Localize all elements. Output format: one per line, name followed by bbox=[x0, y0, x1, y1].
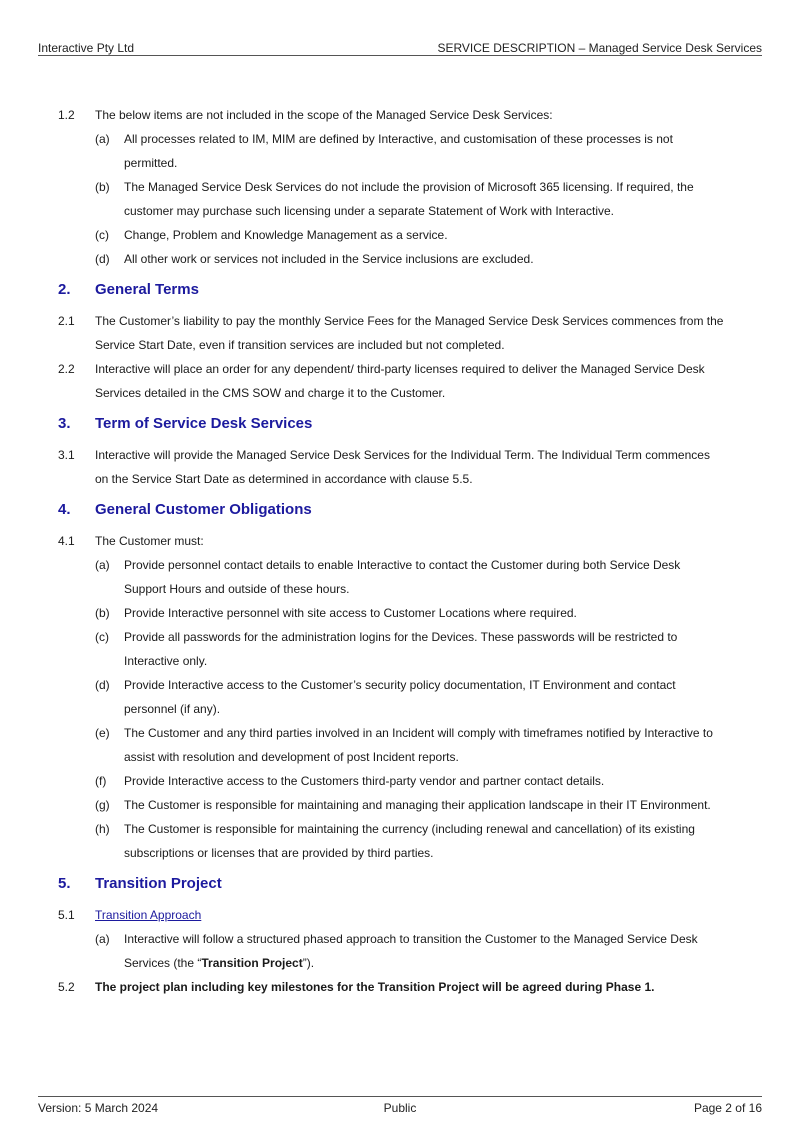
clause-number: 5.1 bbox=[58, 908, 75, 922]
subclause-text: Provide Interactive access to the Customer’s security policy documentation, IT Environment and contact personnel (if any). bbox=[124, 678, 676, 716]
clause-text: The Customer’s liability to pay the monthly Service Fees for the Managed Service Desk Services commences from the Service Start Date, even if transition services are included but not completed. bbox=[95, 314, 724, 352]
clause-5-1-a bbox=[0, 927, 800, 975]
clause-4-1-g bbox=[0, 793, 800, 817]
subclause-text: All processes related to IM, MIM are defined by Interactive, and customisation of these processes is not permitted. bbox=[124, 132, 673, 170]
clause-2-1 bbox=[0, 309, 800, 357]
transition-approach-link[interactable]: Transition Approach bbox=[95, 908, 202, 922]
clause-text: The project plan including key milestones for the Transition Project will be agreed during Phase 1. bbox=[95, 980, 655, 994]
section-heading-customer-obligations bbox=[0, 500, 800, 520]
document-body bbox=[0, 103, 800, 999]
clause-number: 3.1 bbox=[58, 448, 75, 462]
subclause-text: The Managed Service Desk Services do not include the provision of Microsoft 365 licensing. If required, the customer may purchase such licensing under a separate Statement of Work with Interactive. bbox=[124, 180, 694, 218]
subclause-label: (g) bbox=[95, 798, 110, 812]
clause-number: 5.2 bbox=[58, 980, 75, 994]
clause-4-1-e bbox=[0, 721, 800, 769]
subclause-text: Provide Interactive access to the Customers third-party vendor and partner contact details. bbox=[124, 774, 605, 788]
subclause-label: (c) bbox=[95, 228, 109, 242]
subclause-label: (b) bbox=[95, 180, 110, 194]
subclause-label: (b) bbox=[95, 606, 110, 620]
subclause-text-before: Interactive will follow a structured phased approach to transition the Customer to the Managed Service Desk Services (the “ bbox=[124, 932, 698, 970]
subclause-label: (a) bbox=[95, 932, 110, 946]
clause-4-1-a bbox=[0, 553, 800, 601]
section-heading-transition-project bbox=[0, 874, 800, 894]
subclause-label: (h) bbox=[95, 822, 110, 836]
subclause-label: (a) bbox=[95, 558, 110, 572]
clause-1-2-a bbox=[0, 127, 800, 175]
clause-text: The Customer must: bbox=[95, 534, 204, 548]
section-number: 2. bbox=[58, 281, 71, 298]
clause-4-1-c bbox=[0, 625, 800, 673]
section-title: General Customer Obligations bbox=[95, 501, 312, 518]
section-number: 3. bbox=[58, 415, 71, 432]
company-name: Interactive Pty Ltd bbox=[38, 41, 135, 55]
clause-number: 1.2 bbox=[58, 108, 75, 122]
classification-label: Public bbox=[383, 1101, 417, 1115]
subclause-text: The Customer is responsible for maintaining the currency (including renewal and cancellation) of its existing subscriptions or licenses that are provided by third parties. bbox=[124, 822, 695, 860]
section-title: Term of Service Desk Services bbox=[95, 415, 313, 432]
clause-number: 2.2 bbox=[58, 362, 75, 376]
subclause-text: All other work or services not included in the Service inclusions are excluded. bbox=[124, 252, 534, 266]
subclause-text: Provide all passwords for the administration logins for the Devices. These passwords will be restricted to Interactive only. bbox=[124, 630, 678, 668]
section-title: General Terms bbox=[95, 281, 199, 298]
subclause-label: (d) bbox=[95, 252, 110, 266]
section-heading-term bbox=[0, 414, 800, 434]
subclause-text: Change, Problem and Knowledge Management as a service. bbox=[124, 228, 448, 242]
subclause-label: (a) bbox=[95, 132, 110, 146]
section-number: 4. bbox=[58, 501, 71, 518]
clause-4-1-b bbox=[0, 601, 800, 625]
clause-5-2 bbox=[0, 975, 800, 999]
clause-text: The below items are not included in the scope of the Managed Service Desk Services: bbox=[95, 108, 553, 122]
clause-1-2 bbox=[0, 103, 800, 127]
subclause-text: The Customer and any third parties involved in an Incident will comply with timeframes notified by Interactive to assist with resolution and development of post Incident reports. bbox=[124, 726, 713, 764]
document-title: SERVICE DESCRIPTION – Managed Service Desk Services bbox=[437, 41, 762, 55]
clause-3-1 bbox=[0, 443, 800, 491]
clause-1-2-d bbox=[0, 247, 800, 271]
clause-text: Interactive will place an order for any dependent/ third-party licenses required to deliver the Managed Service Desk Services detailed in the CMS SOW and charge it to the Customer. bbox=[95, 362, 705, 400]
section-heading-general-terms bbox=[0, 280, 800, 300]
clause-5-1 bbox=[0, 903, 800, 927]
clause-1-2-b bbox=[0, 175, 800, 223]
subclause-label: (e) bbox=[95, 726, 110, 740]
subclause-label: (c) bbox=[95, 630, 109, 644]
subclause-text-after: ”). bbox=[302, 956, 315, 970]
clause-4-1-f bbox=[0, 769, 800, 793]
clause-number: 4.1 bbox=[58, 534, 75, 548]
subclause-label: (d) bbox=[95, 678, 110, 692]
defined-term: Transition Project bbox=[201, 956, 303, 970]
subclause-text: The Customer is responsible for maintaining and managing their application landscape in their IT Environment. bbox=[124, 798, 711, 812]
page-header bbox=[38, 41, 762, 56]
version-label: Version: 5 March 2024 bbox=[38, 1101, 159, 1115]
clause-4-1-d bbox=[0, 673, 800, 721]
page-footer bbox=[38, 1096, 762, 1117]
clause-number: 2.1 bbox=[58, 314, 75, 328]
section-title: Transition Project bbox=[95, 875, 222, 892]
page-number: Page 2 of 16 bbox=[693, 1101, 762, 1115]
clause-text: Interactive will provide the Managed Service Desk Services for the Individual Term. The Individual Term commences on the Service Start Date as determined in accordance with clause 5.5. bbox=[95, 448, 710, 486]
subclause-text: Provide Interactive personnel with site access to Customer Locations where required. bbox=[124, 606, 577, 620]
clause-1-2-c bbox=[0, 223, 800, 247]
clause-2-2 bbox=[0, 357, 800, 405]
clause-4-1-h bbox=[0, 817, 800, 865]
subclause-text: Provide personnel contact details to enable Interactive to contact the Customer during both Service Desk Support Hours and outside of these hours. bbox=[124, 558, 681, 596]
subclause-label: (f) bbox=[95, 774, 107, 788]
section-number: 5. bbox=[58, 875, 71, 892]
clause-4-1 bbox=[0, 529, 800, 553]
